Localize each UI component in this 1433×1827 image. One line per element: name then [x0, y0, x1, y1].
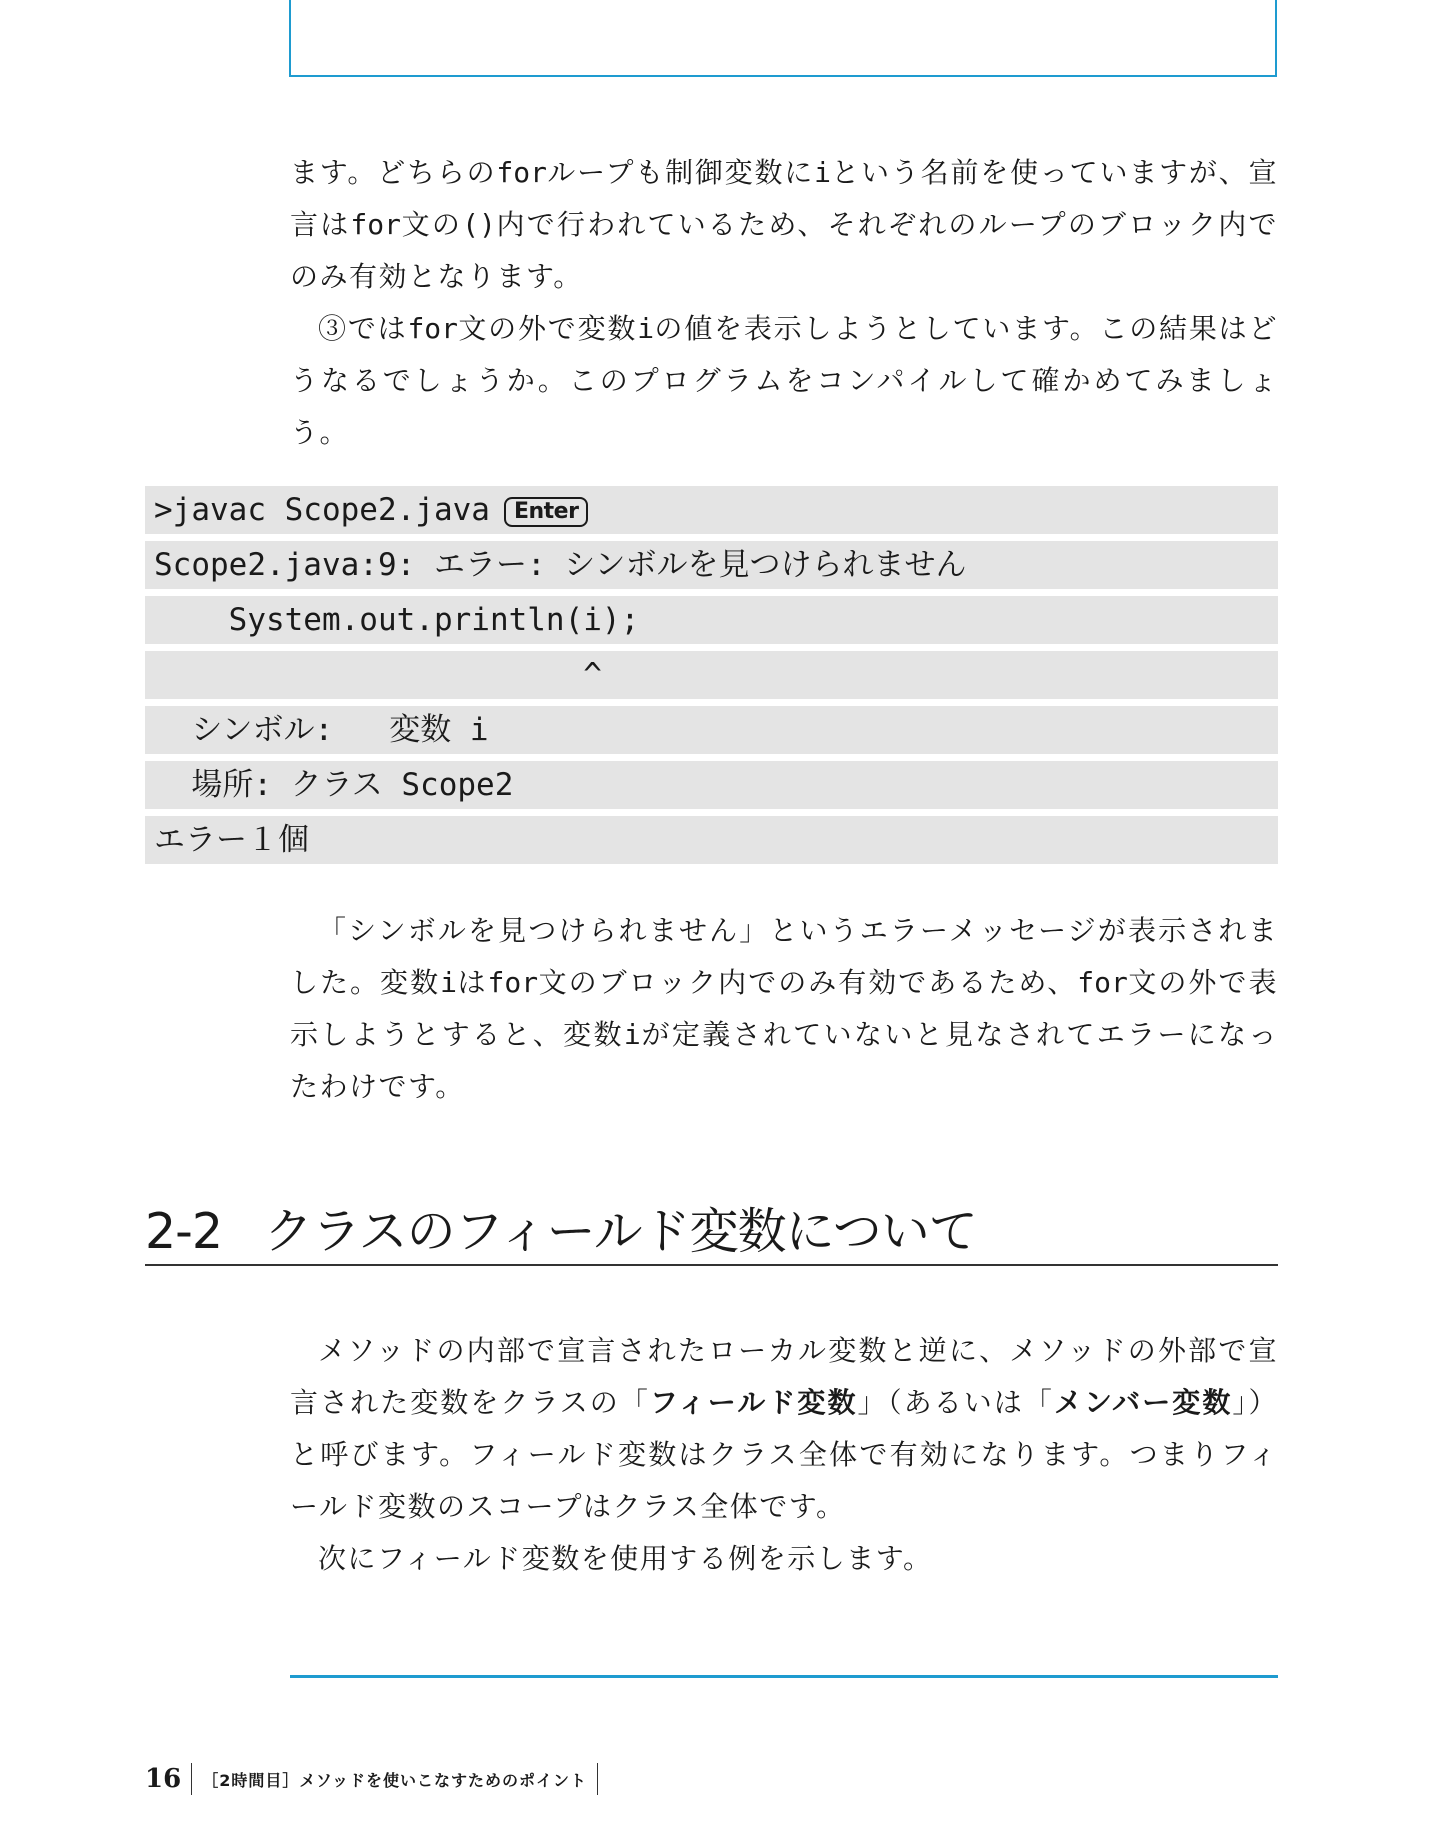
body-text-block-2	[290, 905, 1278, 1113]
footer-divider	[597, 1763, 598, 1795]
console-line: Scope2.java:9: エラー: シンボルを見つけられません	[145, 541, 1278, 589]
code-for: for	[487, 966, 539, 999]
code-for: for	[496, 156, 547, 189]
text-span: 文の	[400, 208, 463, 241]
text-span: 」）と呼びます。フィールド変数はクラス全体で有効になります。つまりフィールド変数のスコープはクラス全体です。	[290, 1386, 1278, 1523]
footer-divider	[191, 1763, 192, 1795]
text-span: ③では	[318, 312, 408, 345]
text-span: メソッドの内部で宣言されたローカル変数と逆に、メソッドの外部で宣言された変数をクラスの「	[290, 1334, 1278, 1419]
body-text-block-1	[290, 147, 1278, 459]
text-span: 内で行われているため、それぞれのループのブロック内でのみ有効となります。	[290, 208, 1278, 293]
paragraph-example-intro: 次にフィールド変数を使用する例を示します。	[318, 1542, 933, 1575]
body-text-block-3	[290, 1325, 1278, 1585]
code-i: i	[814, 156, 831, 189]
text-span: が定義されていないと見なされてエラーになったわけです。	[290, 1018, 1278, 1103]
text-span: ます。どちらの	[290, 156, 497, 189]
code-i: i	[623, 1018, 641, 1051]
text-span: 文の外で変数	[458, 312, 638, 345]
section-heading	[145, 1198, 1278, 1266]
console-line: 場所: クラス Scope2	[145, 761, 1278, 809]
console-line: ^	[145, 651, 1278, 699]
console-line: シンボル: 変数 i	[145, 706, 1278, 754]
console-line: エラー１個	[145, 816, 1278, 864]
console-output	[145, 486, 1278, 871]
section-number: 2-2	[145, 1203, 223, 1260]
page-footer	[145, 1762, 608, 1796]
code-for: for	[1077, 966, 1128, 999]
chapter-title: ［2時間目］メソッドを使いこなすためのポイント	[202, 1770, 588, 1790]
paragraph-outside-for	[290, 303, 1278, 459]
text-span: ループも制御変数に	[546, 156, 815, 189]
paragraph-field-variables	[290, 1325, 1278, 1533]
console-command-line	[145, 486, 1278, 534]
text-span: は	[456, 966, 488, 999]
text-span: 文のブロック内でのみ有効であるため、	[538, 966, 1078, 999]
text-span: 文の外で表示しようとすると、変数	[290, 966, 1278, 1051]
code-for: for	[350, 208, 401, 241]
code-i: i	[440, 966, 457, 999]
code-i: i	[637, 312, 655, 345]
section-title: クラスのフィールド変数について	[264, 1203, 977, 1260]
text-span: 「シンボルを見つけられません」というエラーメッセージが表示されました。変数	[290, 914, 1278, 999]
text-span: という名前を使っていますが、宣言は	[290, 156, 1278, 241]
term-member-variable: メンバー変数	[1053, 1386, 1233, 1419]
text-span: 」（あるいは「	[857, 1386, 1054, 1419]
code-parens: ()	[462, 208, 496, 241]
top-frame-box	[289, 0, 1277, 77]
console-command: >javac Scope2.java	[154, 492, 490, 528]
page-number: 16	[145, 1764, 182, 1794]
paragraph-error-explanation	[290, 905, 1278, 1113]
code-for: for	[407, 312, 459, 345]
paragraph-for-loop-scope	[290, 147, 1278, 303]
bottom-rule	[290, 1675, 1278, 1678]
text-span: の値を表示しようとしています。この結果はどうなるでしょうか。このプログラムをコンパイルして確かめてみましょう。	[290, 312, 1278, 449]
term-field-variable: フィールド変数	[649, 1386, 858, 1419]
console-line: System.out.println(i);	[145, 596, 1278, 644]
enter-key-icon: Enter	[504, 497, 588, 527]
